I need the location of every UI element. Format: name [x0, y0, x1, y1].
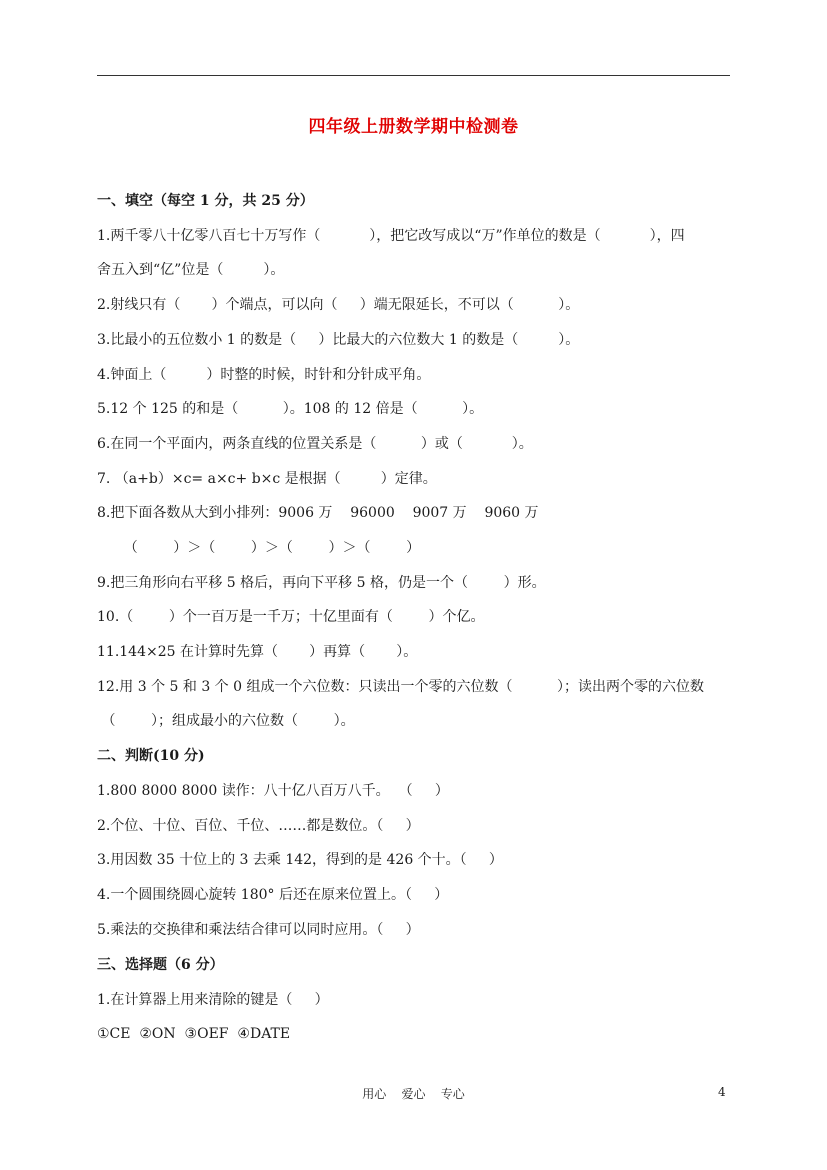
page-footer: 用心 爱心 专心 — [362, 1087, 465, 1101]
section-heading-choice: 三、选择题（6 分） — [97, 957, 224, 973]
question-line: 4.一个圆围绕圆心旋转 180° 后还在原来位置上。（ ） — [97, 887, 449, 903]
question-line: 5.12 个 125 的和是（ ）。108 的 12 倍是（ ）。 — [97, 401, 484, 417]
question-line: 8.把下面各数从大到小排列：9006 万 96000 9007 万 9060 万 — [97, 505, 539, 521]
question-line: 1.两千零八十亿零八百七十万写作（ ），把它改写成以“万”作单位的数是（ ），四 — [97, 228, 685, 244]
question-line: 11.144×25 在计算时先算（ ）再算（ ）。 — [97, 644, 418, 660]
question-line: 12.用 3 个 5 和 3 个 0 组成一个六位数：只读出一个零的六位数（ ）；读出两个零的六位数 — [97, 679, 704, 695]
question-line: 舍五入到“亿”位是（ ）。 — [97, 262, 285, 278]
question-line: （ ）；组成最小的六位数（ ）。 — [97, 713, 355, 729]
page-number: 4 — [718, 1085, 726, 1099]
question-line: 2.射线只有（ ）个端点，可以向（ ）端无限延长，不可以（ ）。 — [97, 297, 580, 313]
question-line: 3.比最小的五位数小 1 的数是（ ）比最大的六位数大 1 的数是（ ）。 — [97, 332, 580, 348]
header-rule — [97, 75, 730, 76]
question-line: 10.（ ）个一百万是一千万；十亿里面有（ ）个亿。 — [97, 609, 485, 625]
question-line: 9.把三角形向右平移 5 格后，再向下平移 5 格，仍是一个（ ）形。 — [97, 575, 546, 591]
question-line: 1.在计算器上用来清除的键是（ ） — [97, 992, 329, 1008]
question-line: 3.用因数 35 十位上的 3 去乘 142，得到的是 426 个十。（ ） — [97, 852, 503, 868]
section-heading-fill-in: 一、填空（每空 1 分，共 25 分） — [97, 193, 314, 209]
section-heading-judgement: 二、判断(10 分) — [97, 748, 205, 764]
question-line: 4.钟面上（ ）时整的时候，时针和分针成平角。 — [97, 367, 431, 383]
question-line: 1.800 8000 8000 读作：八十亿八百万八千。 （ ） — [97, 783, 449, 799]
question-line: 6.在同一个平面内，两条直线的位置关系是（ ）或（ ）。 — [97, 436, 533, 452]
document-title: 四年级上册数学期中检测卷 — [308, 117, 519, 137]
question-line: 5.乘法的交换律和乘法结合律可以同时应用。（ ） — [97, 922, 420, 938]
question-line: 2.个位、十位、百位、千位、……都是数位。（ ） — [97, 818, 420, 834]
question-line: 7. （a+b）×c= a×c+ b×c 是根据（ ）定律。 — [97, 471, 437, 487]
answer-blanks-line: （ ）＞（ ）＞（ ）＞（ ） — [97, 540, 421, 556]
choice-options-line: ①CE ②ON ③OEF ④DATE — [97, 1026, 291, 1042]
